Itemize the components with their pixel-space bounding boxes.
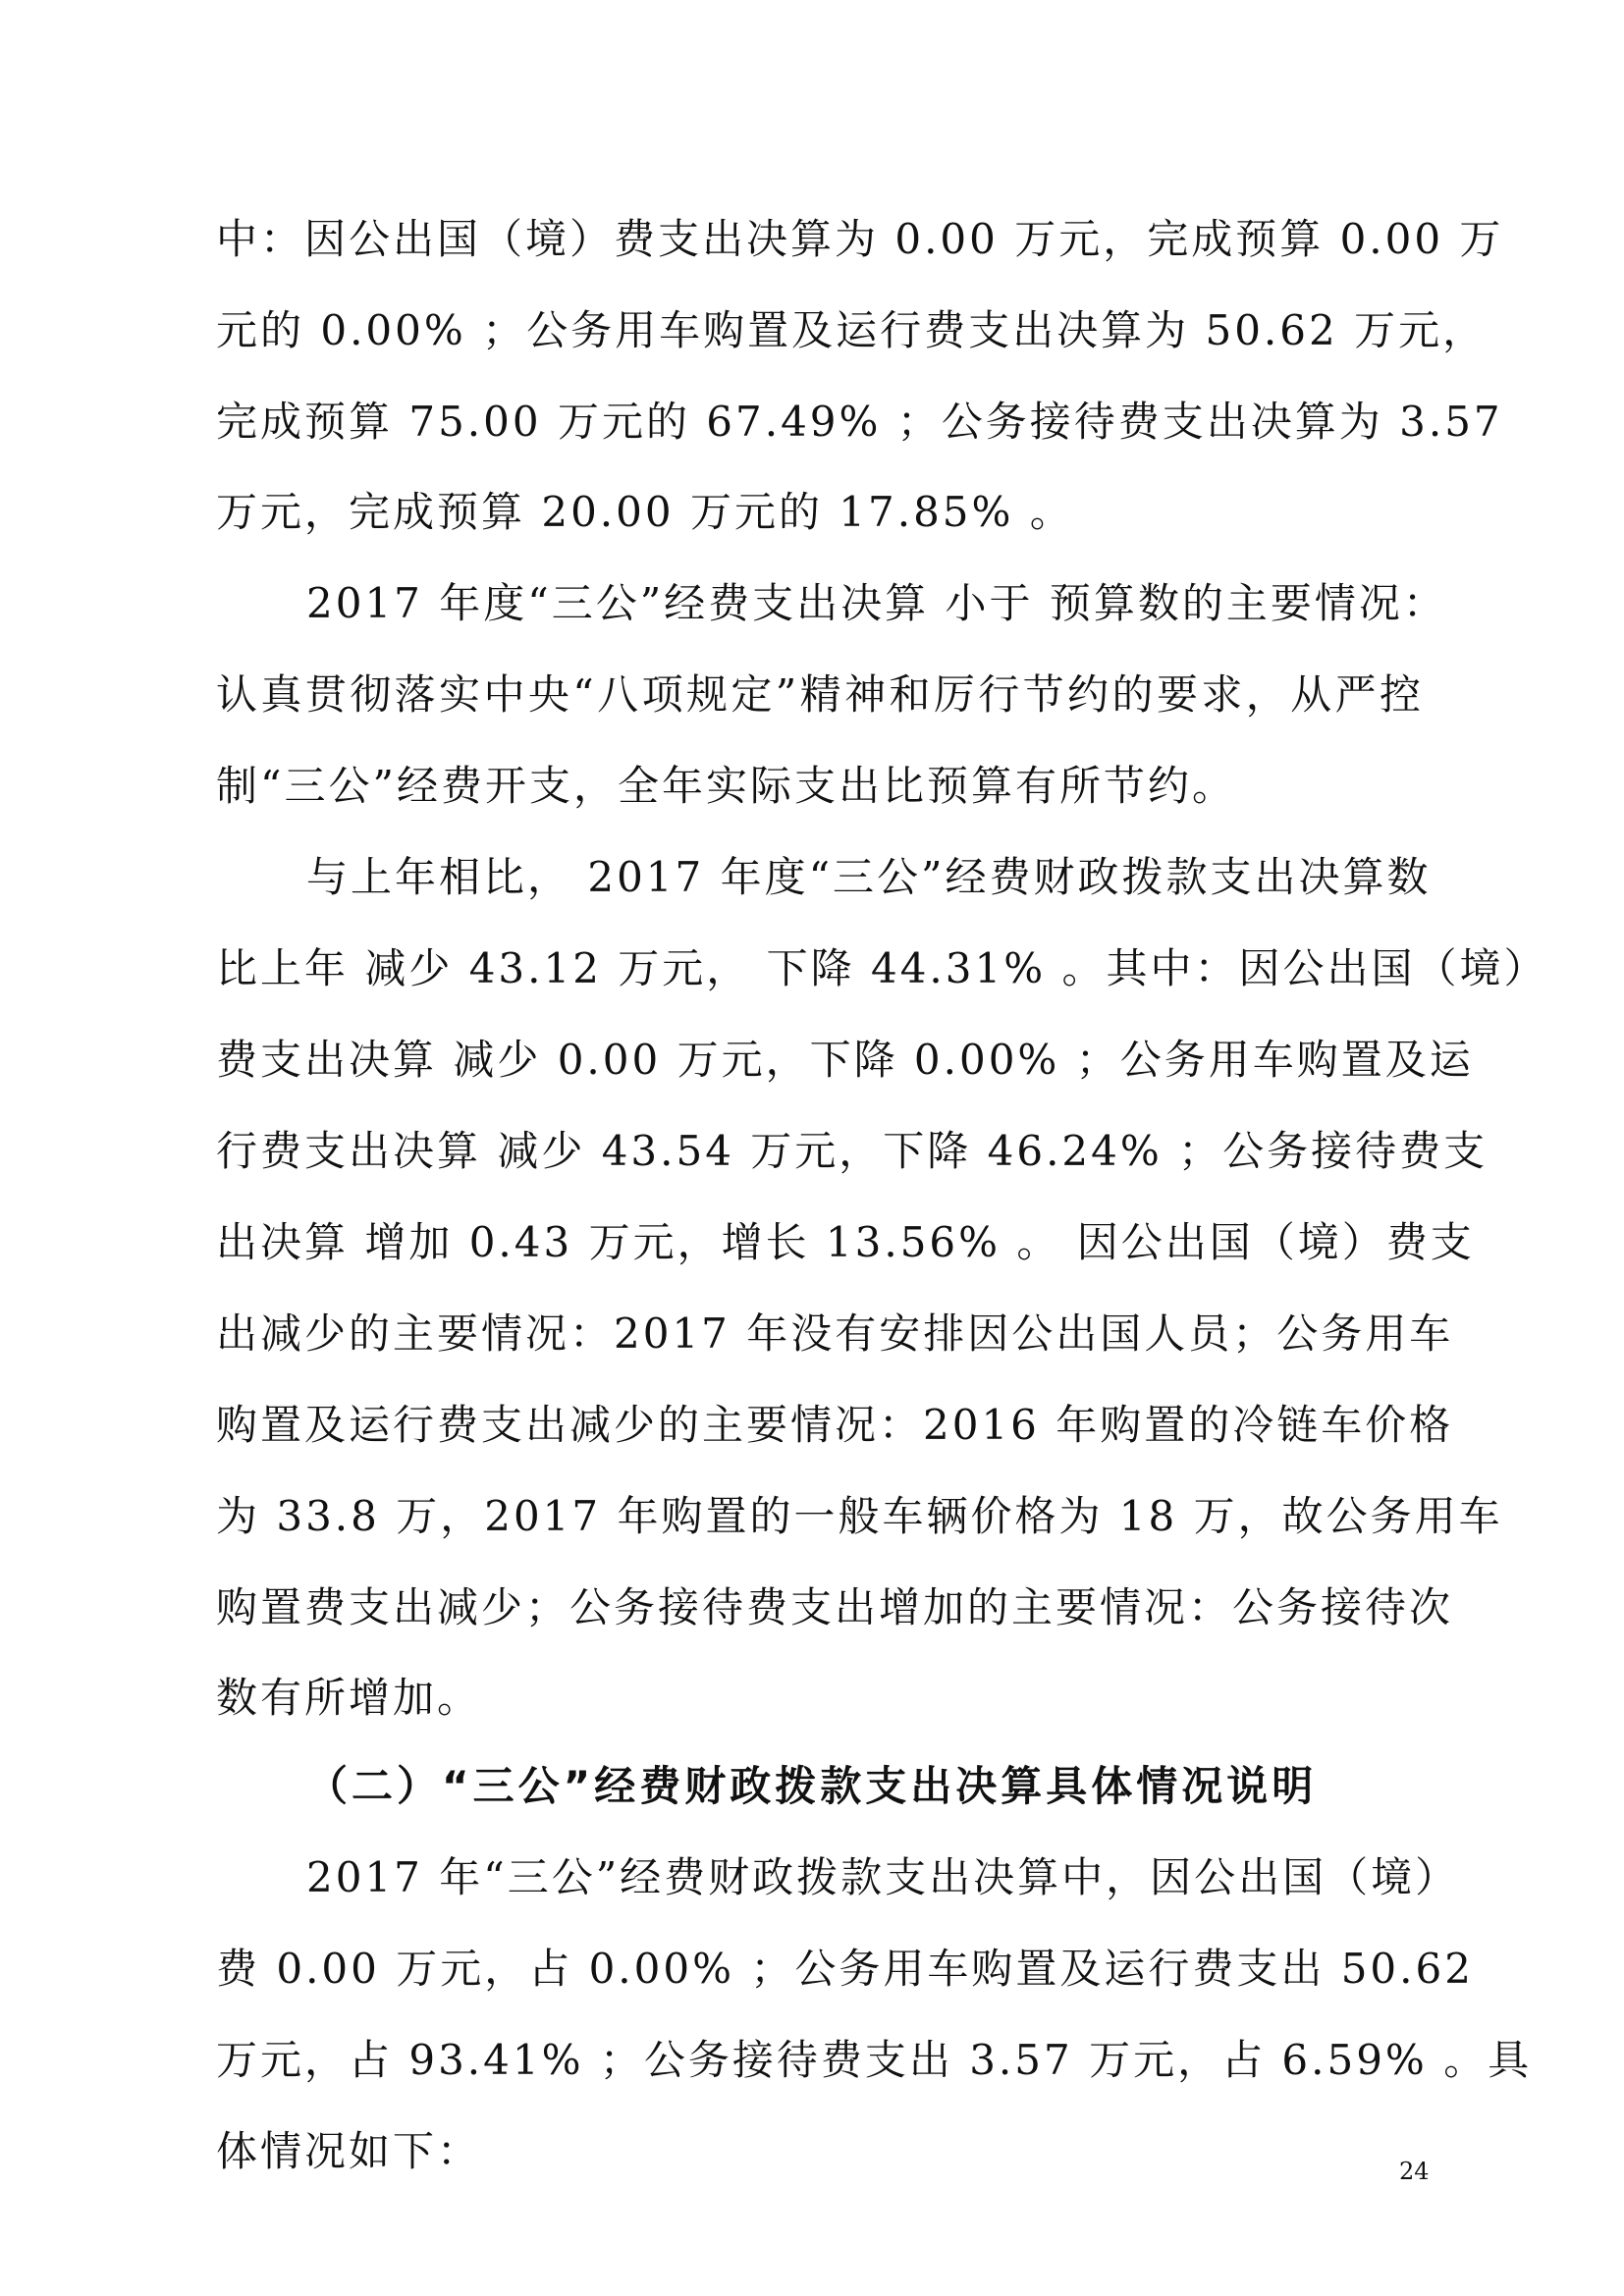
text-line-5: 2017 年度“三公”经费支出决算 小于 预算数的主要情况：: [306, 579, 1447, 627]
text-line-15: 为 33.8 万，2017 年购置的一般车辆价格为 18 万，故公务用车: [216, 1492, 1503, 1540]
text-line-3: 完成预算 75.00 万元的 67.49% ；公务接待费支出决算为 3.57: [216, 398, 1503, 446]
text-line-13: 出减少的主要情况：2017 年没有安排因公出国人员；公务用车: [216, 1309, 1454, 1358]
text-line-22: 体情况如下：: [216, 2127, 482, 2175]
text-line-16: 购置费支出减少；公务接待费支出增加的主要情况：公务接待次: [216, 1583, 1454, 1631]
page-number: 24: [1399, 2158, 1430, 2185]
text-line-19: 2017 年“三公”经费财政拨款支出决算中，因公出国（境）: [306, 1853, 1460, 1901]
text-line-8: 与上年相比， 2017 年度“三公”经费财政拨款支出决算数: [306, 853, 1432, 901]
text-line-6: 认真贯彻落实中央“八项规定”精神和厉行节约的要求，从严控: [216, 670, 1424, 719]
text-line-17: 数有所增加。: [216, 1674, 482, 1722]
text-line-12: 出决算 增加 0.43 万元，增长 13.56% 。 因公出国（境）费支: [216, 1218, 1475, 1266]
text-line-9: 比上年 减少 43.12 万元， 下降 44.31% 。其中：因公出国（境）: [216, 944, 1548, 992]
text-line-1: 中：因公出国（境）费支出决算为 0.00 万元，完成预算 0.00 万: [216, 215, 1504, 263]
text-line-20: 费 0.00 万元，占 0.00% ；公务用车购置及运行费支出 50.62: [216, 1945, 1474, 1993]
text-line-14: 购置及运行费支出减少的主要情况：2016 年购置的冷链车价格: [216, 1401, 1454, 1449]
text-line-7: 制“三公”经费开支，全年实际支出比预算有所节约。: [216, 762, 1236, 810]
text-line-2: 元的 0.00% ；公务用车购置及运行费支出决算为 50.62 万元，: [216, 306, 1488, 354]
text-line-10: 费支出决算 减少 0.00 万元，下降 0.00% ；公务用车购置及运: [216, 1036, 1474, 1084]
section-heading: （二）“三公”经费财政拨款支出决算具体情况说明: [306, 1762, 1318, 1810]
text-line-4: 万元，完成预算 20.00 万元的 17.85% 。: [216, 488, 1074, 536]
text-line-21: 万元，占 93.41% ；公务接待费支出 3.57 万元，占 6.59% 。具: [216, 2036, 1533, 2084]
text-line-11: 行费支出决算 减少 43.54 万元，下降 46.24% ；公务接待费支: [216, 1127, 1489, 1175]
